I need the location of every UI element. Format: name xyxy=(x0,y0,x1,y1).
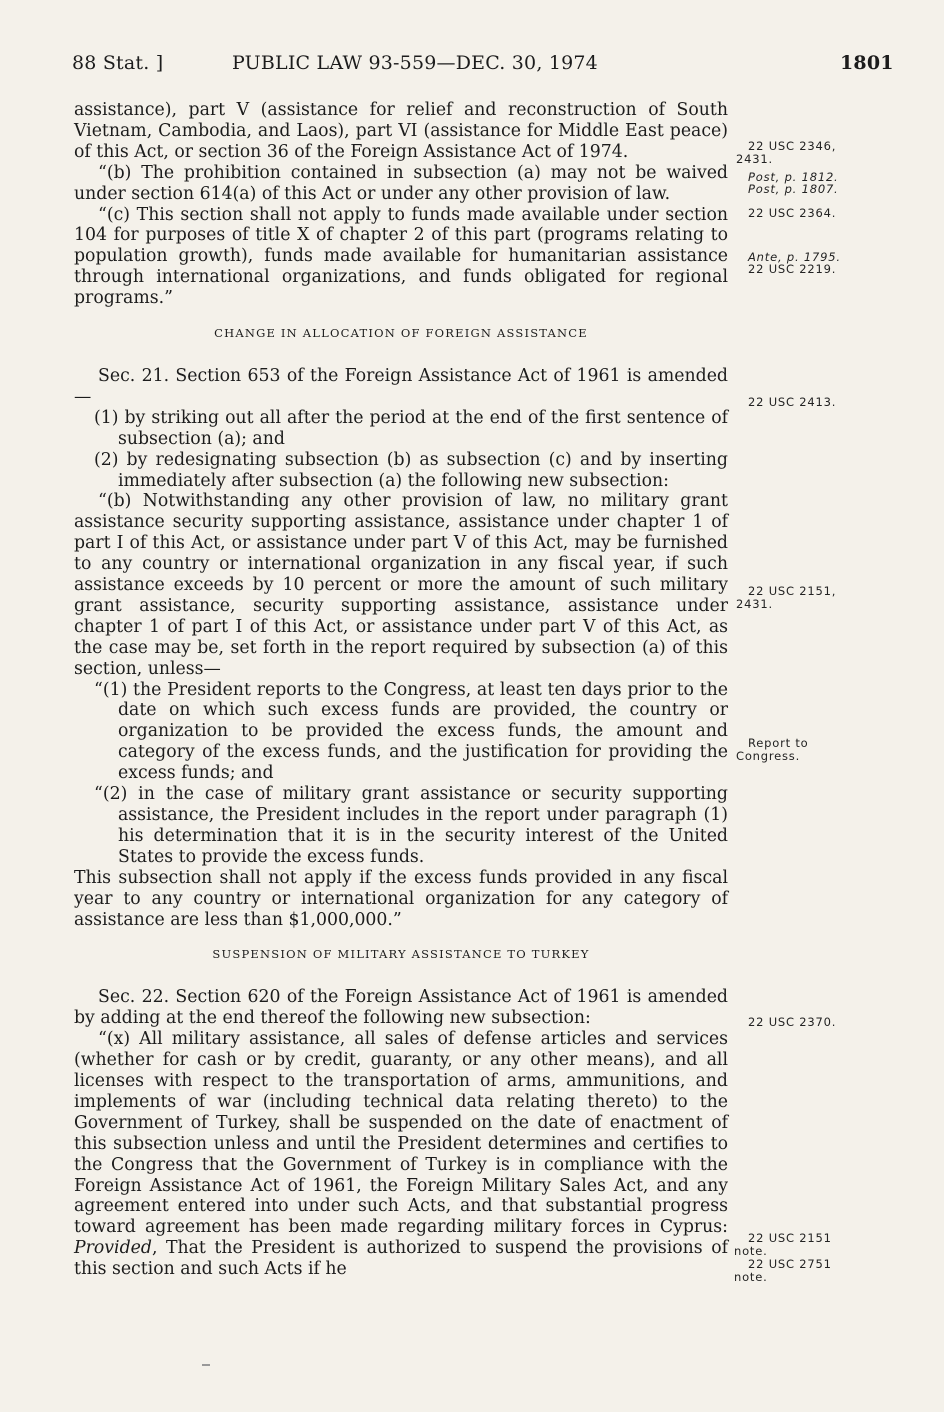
paragraph: Sec. 21. Section 653 of the Foreign Assistance Act of 1961 is amended— xyxy=(74,365,728,407)
paragraph-text: , That the President is authorized to suspend the provisions of this section and such Acts if he xyxy=(74,1238,728,1280)
paragraph: “(c) This section shall not apply to funds made available under section 104 for purposes of title X of chapter 2 of this part (programs relating to population growth), funds made available for humanitarian assistance through international organizations, and funds obligated for regional programs.” xyxy=(74,204,728,309)
paragraph: “(2) in the case of military grant assistance or security supporting assistance, the President includes in the report under paragraph (1) his determination that it is in the security interest of the United States to provide the excess funds. xyxy=(94,784,728,867)
section-heading: SUSPENSION OF MILITARY ASSISTANCE TO TURKEY xyxy=(212,947,590,962)
margin-note: 22 USC 2364. xyxy=(748,206,837,220)
page-number: 1801 xyxy=(840,52,894,74)
paragraph: assistance), part V (assistance for relief and reconstruction of South Vietnam, Cambodia, and Laos), part VI (assistance for Middle East peace) of this Act, or section 36 of the Foreign Assistance Act of 1974. xyxy=(74,100,728,162)
body-text xyxy=(74,100,728,1280)
print-mark xyxy=(202,1364,210,1366)
margin-note: 22 USC 2370. xyxy=(748,1015,837,1029)
paragraph: “(1) the President reports to the Congress, at least ten days prior to the date on which such excess funds are provided, the country or organization to be provided the excess funds, the amount and category of the excess funds, and the justification for providing the excess funds; and xyxy=(94,679,728,784)
section-heading: CHANGE IN ALLOCATION OF FOREIGN ASSISTANCE xyxy=(214,326,588,341)
margin-note: 22 USC 2346, 2431. xyxy=(736,139,837,166)
paragraph: “(b) The prohibition contained in subsection (a) may not be waived under section 614(a) of this Act or under any other provision of law. xyxy=(74,162,728,204)
paragraph: Sec. 22. Section 620 of the Foreign Assistance Act of 1961 is amended by adding at the end thereof the following new subsection: xyxy=(74,987,728,1029)
margin-note: Post, p. 1807. xyxy=(748,182,839,196)
paragraph: “(b) Notwithstanding any other provision of law, no military grant assistance security supporting assistance, assistance under chapter 1 of part I of this Act, or assistance under part V of this Act, may be furnished to any country or international organization in any fiscal year, if such assistance exceeds by 10 percent or more the amount of such military grant assistance, security supporting assistance, assistance under chapter 1 of part I of this Act, or assistance under part V of this Act, as the case may be, set forth in the report required by subsection (a) of this section, unless— xyxy=(74,491,728,679)
margin-note: Report to Congress. xyxy=(736,736,809,763)
margin-note: 22 USC 2151, 2431. xyxy=(736,584,837,611)
paragraph: (1) by striking out all after the period at the end of the first sentence of subsection (a); and xyxy=(94,407,728,449)
paragraph-text: “(x) All military assistance, all sales of defense articles and services (whether for cash or by credit, guaranty, or any other means), and all licenses with respect to the transportation of arms, ammunitions, and implements of war (including technical data relating thereto) to the Government of Turkey, shall be suspended on the date of enactment of this subsection unless and until the President determines and certifies to the Congress that the Government of Turkey is in compliance with the Foreign Assistance Act of 1961, the Foreign Military Sales Act, and any agreement entered into under such Acts, and that substantial progress toward agreement has been made regarding military forces in Cyprus: xyxy=(74,1029,728,1238)
margin-note: 22 USC 2219. xyxy=(748,262,837,276)
law-title: PUBLIC LAW 93-559—DEC. 30, 1974 xyxy=(232,52,598,74)
margin-note: Post, p. 1812. xyxy=(748,170,839,184)
paragraph xyxy=(74,1029,728,1280)
margin-note: Ante, p. 1795. xyxy=(748,250,841,264)
margin-note: 22 USC 2413. xyxy=(748,395,837,409)
paragraph: This subsection shall not apply if the excess funds provided in any fiscal year to any country or international organization for any category of assistance are less than $1,000,000.” xyxy=(74,867,728,930)
provided-italic: Provided xyxy=(74,1238,152,1259)
margin-note: 22 USC 2151 note. 22 USC 2751 note. xyxy=(734,1231,832,1284)
paragraph: (2) by redesignating subsection (b) as subsection (c) and by inserting immediately after subsection (a) the following new subsection: xyxy=(94,449,728,491)
statute-volume: 88 Stat. ] xyxy=(72,52,164,74)
